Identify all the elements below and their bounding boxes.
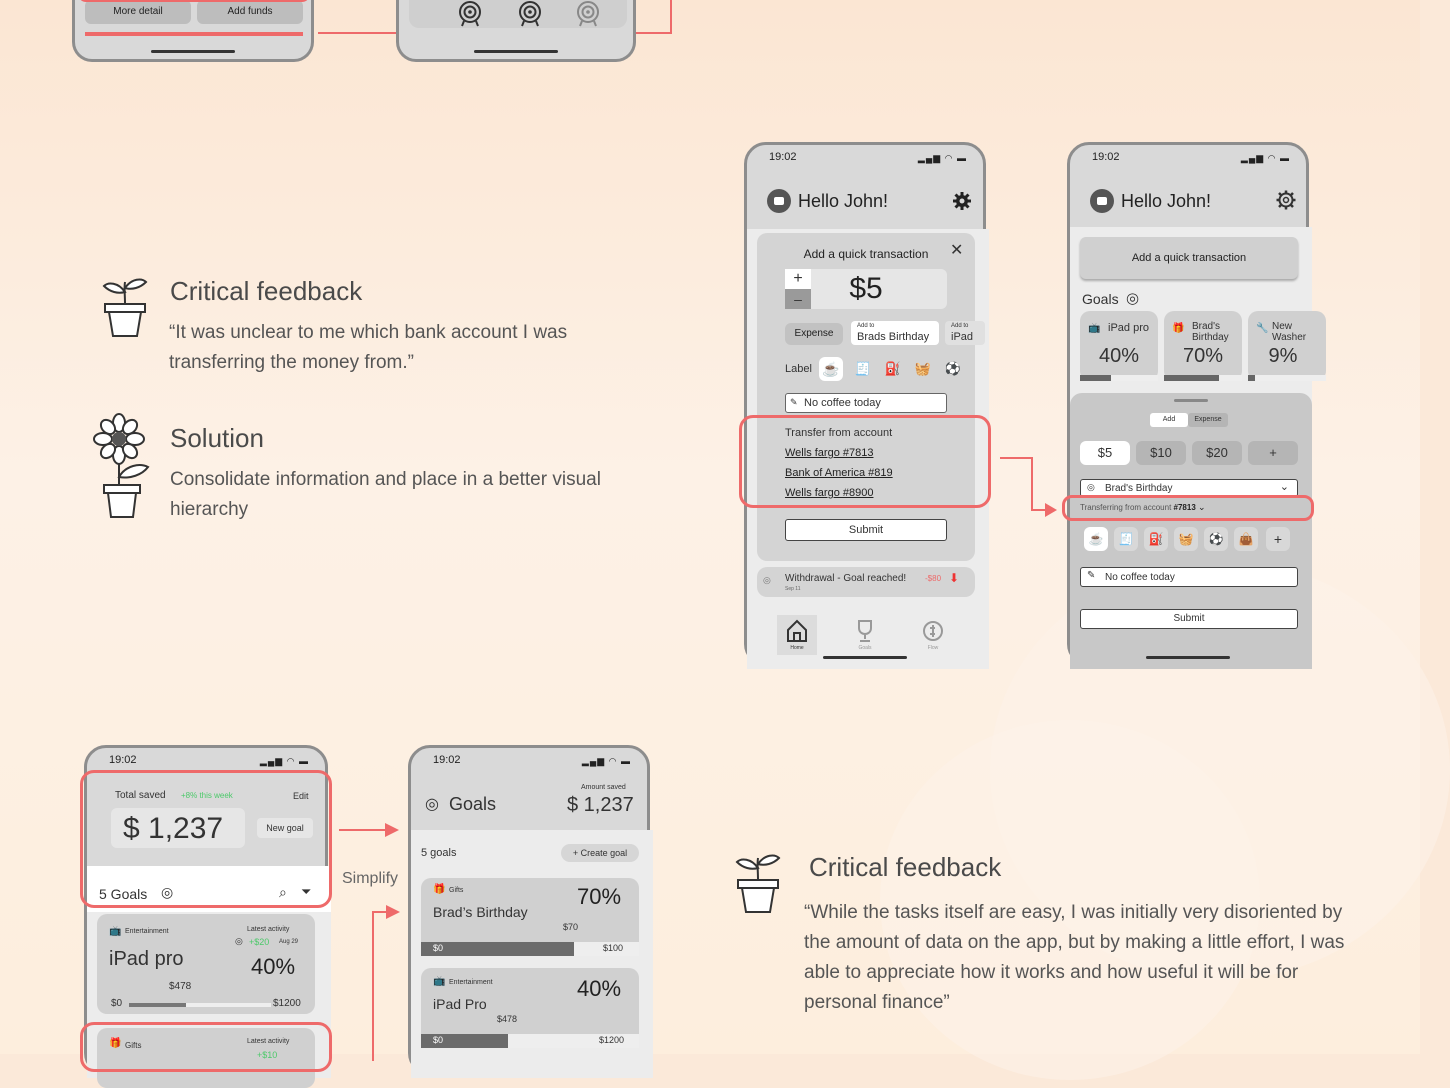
wrench-icon: 🔧 <box>1256 323 1269 334</box>
tv-icon: 📺 <box>1088 323 1101 334</box>
gift-icon: 🎁 <box>433 884 446 895</box>
connector-arrow <box>1031 457 1033 511</box>
solution-text: Consolidate information and place in a better visual hierarchy <box>170 469 601 520</box>
transfer-title: Transfer from account <box>785 427 893 439</box>
goal-percent: 40% <box>577 976 622 1001</box>
goal-category: Entertainment <box>125 928 169 935</box>
status-icons: ▂▄▆ ◠ ▬ <box>259 756 309 766</box>
goal-name: iPad pro <box>1108 322 1149 334</box>
submit-button[interactable]: Submit <box>1080 609 1298 629</box>
goal-percent: 40% <box>1098 345 1140 367</box>
latest-activity-label: Latest activity <box>247 926 290 933</box>
goal-percent: 70% <box>577 884 622 909</box>
latest-activity-date: Aug 29 <box>279 939 299 945</box>
goal-category: Entertainment <box>449 979 493 986</box>
highlight-box <box>78 0 310 2</box>
receipt-icon[interactable]: 🧾 <box>1114 527 1138 551</box>
activity-date: Sep 11 <box>785 586 801 592</box>
connector-arrow <box>339 829 387 831</box>
plant-pot-icon <box>733 852 783 914</box>
expense-toggle[interactable]: Expense <box>785 323 843 345</box>
label-title: Label <box>785 363 812 375</box>
greeting: Hello John! <box>798 191 889 211</box>
home-indicator <box>1146 656 1230 659</box>
note-text: No coffee today <box>1105 572 1175 583</box>
add-label-button[interactable]: + <box>1266 527 1290 551</box>
arrow-head <box>386 905 400 919</box>
gear-icon[interactable] <box>953 192 971 210</box>
solution-title: Solution <box>170 423 264 453</box>
home-indicator <box>474 50 558 53</box>
goal-max: $1200 <box>273 998 301 1009</box>
transaction-sheet <box>1070 393 1312 669</box>
activity-title: Withdrawal - Goal reached! <box>785 573 907 584</box>
goal-max: $100 <box>603 943 624 953</box>
highlight-box <box>80 770 332 908</box>
close-icon[interactable]: ✕ <box>950 242 964 259</box>
plant-pot-icon <box>100 276 150 338</box>
decrement-button[interactable]: – <box>785 289 811 309</box>
trophy-icon <box>854 619 876 643</box>
create-goal-button[interactable]: + Create goal <box>561 844 639 862</box>
goal-category: Gifts <box>125 1041 142 1050</box>
goal-max: $1200 <box>599 1035 625 1045</box>
flower-pot-icon <box>92 413 154 519</box>
chevron-down-icon: ⌄ <box>1279 481 1289 493</box>
drag-handle[interactable] <box>1174 399 1208 402</box>
goal-card[interactable] <box>421 878 639 956</box>
tab-expense[interactable]: Expense <box>1188 413 1228 427</box>
nav-flow[interactable] <box>913 615 953 655</box>
edit-icon: ✎ <box>790 397 798 407</box>
phone-goals-after <box>408 745 650 1075</box>
modal-title: Add a quick transaction <box>803 247 929 261</box>
account-link[interactable]: Bank of America #819 <box>785 467 893 479</box>
gear-icon[interactable] <box>1276 190 1296 210</box>
goal-card[interactable] <box>421 968 639 1048</box>
phone-before <box>744 142 986 666</box>
feedback-quote: “It was unclear to me which bank account I was transferring the money from.” <box>169 322 568 373</box>
highlight-line <box>85 32 303 36</box>
top-phone-left <box>72 0 314 62</box>
home-indicator <box>823 656 907 659</box>
submit-button[interactable]: Submit <box>785 519 947 541</box>
goal-percent: 70% <box>1182 345 1224 367</box>
coffee-icon[interactable]: ☕ <box>1084 527 1108 551</box>
feedback-title: Critical feedback <box>170 276 363 306</box>
gift-icon: 🎁 <box>1172 323 1185 334</box>
goal-percent: 9% <box>1268 345 1298 367</box>
goal-current: $478 <box>169 981 192 992</box>
account-link[interactable]: Wells fargo #7813 <box>785 447 874 459</box>
activity-item[interactable] <box>757 567 975 597</box>
new-goal-button[interactable]: New goal <box>257 818 313 838</box>
top-phone-right <box>396 0 636 62</box>
feedback-quote: “While the tasks itself are easy, I was initially very disoriented by the amount of data on the app, but by making a little effort, I was able to appreciate how it works and how useful it will be for personal finance” <box>804 902 1345 1013</box>
basket-icon[interactable]: 🧺 <box>914 361 932 376</box>
edit-button[interactable]: Edit <box>293 791 309 801</box>
quick-transaction-modal <box>757 233 975 561</box>
fuel-icon[interactable]: ⛽ <box>884 361 902 376</box>
avatar[interactable] <box>1090 189 1114 213</box>
goal-current: $478 <box>497 1014 518 1024</box>
status-time: 19:02 <box>109 754 137 766</box>
total-saved-label: Total saved <box>115 790 166 801</box>
nav-goals[interactable] <box>845 615 885 655</box>
transfer-prefix: Transferring from account <box>1080 503 1172 512</box>
chevron-down-icon: ⌄ <box>1198 502 1206 512</box>
add-funds-button[interactable]: Add funds <box>197 0 303 24</box>
coffee-icon[interactable]: ☕ <box>819 357 843 381</box>
target-icon: ◎ <box>1126 290 1140 307</box>
goal-min: $0 <box>433 943 444 953</box>
nav-label: Goals <box>858 645 872 651</box>
status-icons: ▂▄▆ ◠ ▬ <box>1240 153 1290 163</box>
receipt-icon[interactable]: 🧾 <box>854 361 872 376</box>
weekly-change: +8% this week <box>181 791 233 800</box>
nav-label: Home <box>790 645 804 651</box>
tv-icon: 📺 <box>433 976 446 987</box>
highlight-box <box>739 415 991 508</box>
status-icons: ▂▄▆ ◠ ▬ <box>917 153 967 163</box>
ball-icon[interactable]: ⚽ <box>944 361 962 376</box>
connector-arrow <box>372 911 374 1061</box>
latest-activity-amount: +$20 <box>249 937 270 947</box>
target-icon: ◎ <box>425 796 439 813</box>
nav-card <box>409 0 627 28</box>
amount-value: $5 <box>849 272 883 305</box>
goal-current: $70 <box>563 922 579 932</box>
note-input[interactable] <box>1080 567 1298 587</box>
more-detail-button[interactable]: More detail <box>85 0 191 24</box>
goal-chip-selected[interactable] <box>851 321 939 345</box>
target-icon: ◎ <box>763 575 771 585</box>
goal-progress <box>129 1003 271 1007</box>
quick-transaction-button[interactable]: Add a quick transaction <box>1080 237 1298 279</box>
total-value: $ 1,237 <box>123 812 224 845</box>
target-icon[interactable] <box>517 0 543 26</box>
flow-icon <box>922 619 944 643</box>
bag-icon[interactable]: 👜 <box>1234 527 1258 551</box>
tv-icon: 📺 <box>109 926 122 937</box>
account-link[interactable]: Wells fargo #8900 <box>785 487 874 499</box>
target-icon: ◎ <box>161 884 174 900</box>
amount-saved-label: Amount saved <box>581 784 626 791</box>
goals-label: Goals <box>1082 291 1119 307</box>
note-input[interactable] <box>785 393 947 413</box>
chip-goal: iPad <box>951 331 974 343</box>
target-icon: ◎ <box>1087 482 1095 492</box>
goals-count: 5 goals <box>421 847 457 859</box>
status-time: 19:02 <box>769 151 797 163</box>
target-icon[interactable] <box>457 0 483 26</box>
status-time: 19:02 <box>1092 151 1120 163</box>
highlight-box <box>80 1022 332 1072</box>
target-icon: ◎ <box>235 936 243 946</box>
chip-goal: Brads Birthday <box>857 331 930 343</box>
nav-home[interactable] <box>777 615 817 655</box>
page-title: Goals <box>449 794 497 814</box>
target-icon[interactable] <box>575 0 601 26</box>
status-time: 19:02 <box>433 754 461 766</box>
goal-progress <box>1164 375 1242 381</box>
edit-icon: ✎ <box>1087 570 1096 581</box>
arrow-head <box>1045 503 1057 517</box>
goal-card[interactable] <box>1080 311 1158 381</box>
goal-card[interactable] <box>1248 311 1326 381</box>
amount-chip[interactable]: $10 <box>1136 441 1186 465</box>
goal-card[interactable] <box>1164 311 1242 381</box>
goal-name: Brad’s Birthday <box>433 904 528 920</box>
connector-line <box>670 0 672 34</box>
latest-activity-amount: +$10 <box>257 1050 278 1060</box>
tab-add[interactable]: Add <box>1150 413 1188 427</box>
status-icons: ▂▄▆ ◠ ▬ <box>581 756 631 766</box>
gift-icon: 🎁 <box>109 1038 122 1049</box>
greeting: Hello John! <box>1121 191 1212 211</box>
chip-caption: Add to <box>951 323 969 329</box>
transfer-account: #7813 <box>1173 503 1196 512</box>
avatar[interactable] <box>767 189 791 213</box>
goal-select-value: Brad's Birthday <box>1105 483 1173 494</box>
goal-min: $0 <box>111 998 123 1009</box>
activity-amount: -$80 <box>925 574 942 583</box>
goal-min: $0 <box>433 1035 444 1045</box>
amount-chip[interactable]: $20 <box>1192 441 1242 465</box>
phone-after <box>1067 142 1309 666</box>
goal-progress <box>1248 375 1326 381</box>
goals-count: 5 Goals <box>99 886 148 902</box>
goal-progress <box>1080 375 1158 381</box>
basket-icon[interactable]: 🧺 <box>1174 527 1198 551</box>
goal-name: iPad Pro <box>433 996 487 1012</box>
increment-button[interactable]: + <box>785 269 811 289</box>
simplify-label: Simplify <box>342 870 399 887</box>
goal-name: iPad pro <box>109 948 184 970</box>
fuel-icon[interactable]: ⛽ <box>1144 527 1168 551</box>
goal-percent: 40% <box>251 954 296 979</box>
arrow-head <box>385 823 399 837</box>
feedback-title: Critical feedback <box>809 852 1002 882</box>
goal-name: New Washer <box>1272 321 1307 343</box>
goal-chip[interactable] <box>945 321 985 345</box>
search-icon[interactable]: ⌕ <box>279 884 287 900</box>
home-icon <box>786 619 808 643</box>
goal-card[interactable] <box>97 914 315 1014</box>
highlight-box <box>1062 495 1314 521</box>
goal-name: Brad's Birthday <box>1192 321 1229 343</box>
arrow-down-icon: ⬇ <box>949 571 960 585</box>
note-text: No coffee today <box>804 397 881 409</box>
ball-icon[interactable]: ⚽ <box>1204 527 1228 551</box>
latest-activity-label: Latest activity <box>247 1038 290 1045</box>
connector-arrow <box>1000 457 1032 459</box>
nav-label: Flow <box>927 645 939 651</box>
amount-chip[interactable]: $5 <box>1080 441 1130 465</box>
home-indicator <box>151 50 235 53</box>
chip-caption: Add to <box>857 323 875 329</box>
add-amount-button[interactable]: + <box>1248 441 1298 465</box>
goal-category: Gifts <box>449 887 464 894</box>
filter-icon[interactable]: ⏷ <box>301 884 312 899</box>
amount-saved: $ 1,237 <box>567 794 634 816</box>
